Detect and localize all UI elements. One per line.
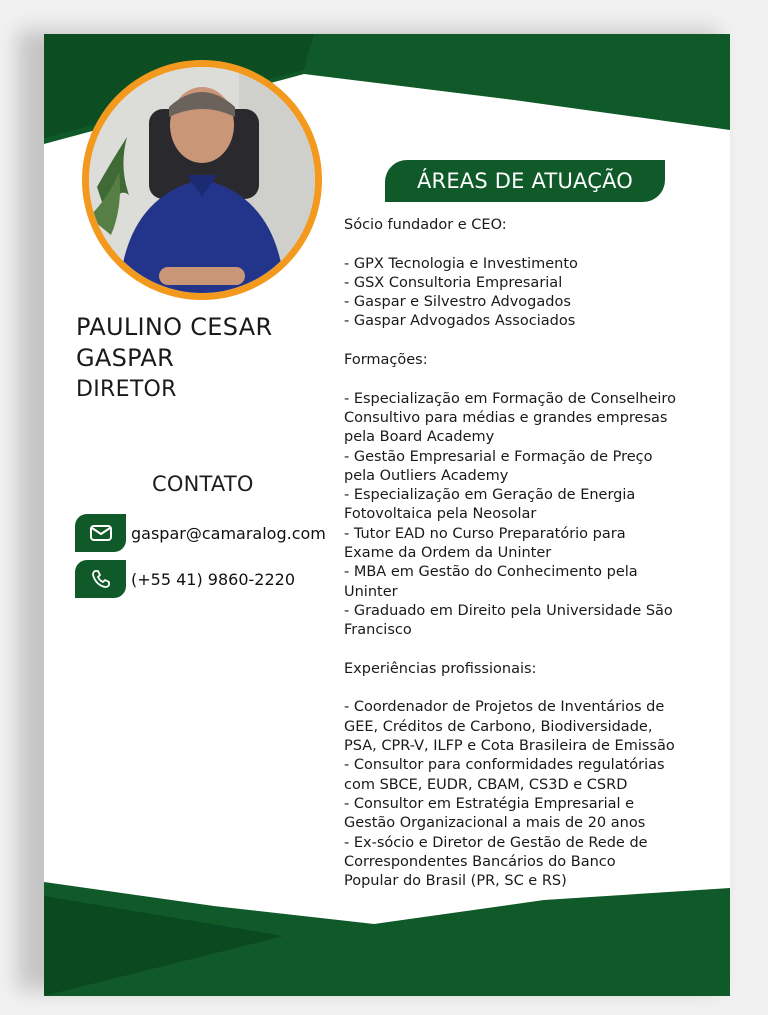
list-item: - Gaspar Advogados Associados	[344, 313, 576, 330]
phone-number[interactable]: (+55 41) 9860-2220	[131, 569, 295, 589]
list-item: - Ex-sócio e Diretor de Gestão de Rede de	[344, 834, 648, 851]
profile-photo	[89, 67, 315, 293]
profile-name-block	[76, 312, 272, 405]
list-item: - Consultor para conformidades regulatórias	[344, 757, 665, 774]
formacoes-heading: Formações:	[344, 352, 428, 369]
email-link[interactable]: gaspar@camaralog.com	[131, 523, 326, 543]
list-item: - MBA em Gestão do Conhecimento pela	[344, 564, 638, 581]
email-row[interactable]	[75, 513, 326, 553]
phone-icon	[75, 560, 126, 598]
experiencias-heading: Experiências profissionais:	[344, 660, 537, 677]
name-line-2: GASPAR	[76, 344, 175, 372]
job-title: DIRETOR	[76, 377, 177, 402]
areas-heading-badge: ÁREAS DE ATUAÇÃO	[385, 160, 665, 202]
list-item: - Gestão Empresarial e Formação de Preço	[344, 448, 653, 465]
list-item: - Coordenador de Projetos de Inventários de	[344, 699, 665, 716]
contact-heading: CONTATO	[152, 472, 254, 496]
list-item: - Especialização em Formação de Conselheiro	[344, 390, 676, 407]
list-item: Popular do Brasil (PR, SC e RS)	[344, 873, 567, 890]
list-item: Francisco	[344, 622, 412, 639]
list-item: - Tutor EAD no Curso Preparatório para	[344, 525, 626, 542]
list-item: PSA, CPR-V, ILFP e Cota Brasileira de Emissão	[344, 738, 675, 755]
envelope-icon	[75, 514, 126, 552]
founder-heading: Sócio fundador e CEO:	[344, 217, 507, 233]
list-item: - GPX Tecnologia e Investimento	[344, 255, 578, 272]
profile-photo-ring	[82, 60, 322, 300]
name-line-1: PAULINO CESAR	[76, 313, 273, 341]
phone-row[interactable]	[75, 559, 295, 599]
list-item: - Consultor em Estratégia Empresarial e	[344, 795, 635, 812]
list-item: Uninter	[344, 583, 398, 600]
list-item: - Graduado em Direito pela Universidade São	[344, 602, 673, 619]
list-item: pela Outliers Academy	[344, 467, 509, 484]
list-item: Gestão Organizacional a mais de 20 anos	[344, 815, 646, 832]
list-item: Consultivo para médias e grandes empresas	[344, 409, 668, 426]
list-item: Correspondentes Bancários do Banco	[344, 853, 616, 870]
person-portrait-icon	[89, 67, 315, 293]
list-item: - Especialização em Geração de Energia	[344, 487, 636, 504]
list-item: Fotovoltaica pela Neosolar	[344, 506, 537, 523]
list-item: - GSX Consultoria Empresarial	[344, 274, 563, 291]
list-item: GEE, Créditos de Carbono, Biodiversidade,	[344, 718, 653, 735]
list-item: Exame da Ordem da Uninter	[344, 545, 552, 562]
areas-content	[344, 216, 728, 891]
list-item: com SBCE, EUDR, CBAM, CS3D e CSRD	[344, 776, 628, 793]
list-item: - Gaspar e Silvestro Advogados	[344, 294, 571, 311]
list-item: pela Board Academy	[344, 429, 495, 446]
